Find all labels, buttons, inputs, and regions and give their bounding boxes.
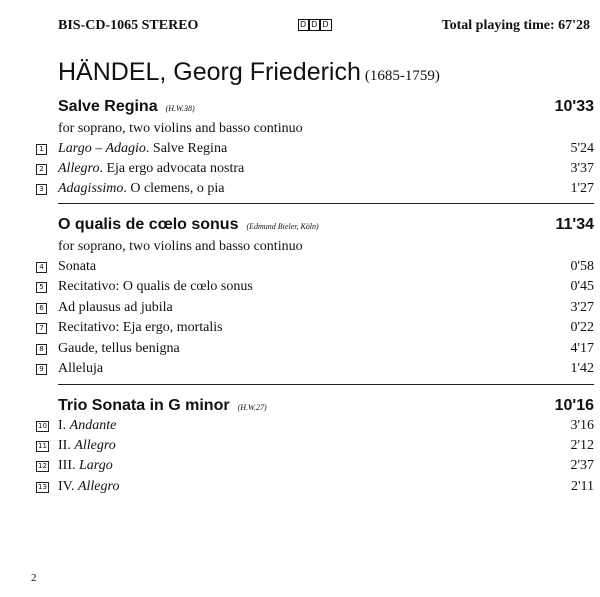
track-title: Alleluja (58, 361, 104, 376)
track-title-plain: . O clemens, o pia (123, 181, 225, 196)
track-number: 7 (36, 323, 47, 334)
track-row (0, 479, 600, 499)
track-duration: 1'42 (570, 361, 594, 376)
track-number: 3 (36, 184, 47, 195)
work-title-text: Salve Regina (58, 98, 158, 115)
track-title-italic: Andante (69, 418, 117, 433)
ddd-letter: D (300, 20, 308, 29)
track-duration: 1'27 (570, 181, 594, 196)
track-row (0, 279, 600, 299)
work-heading (58, 216, 594, 238)
track-title (58, 479, 119, 495)
track-title-italic: Largo – Adagio (58, 141, 146, 156)
track-title-plain: . Salve Regina (145, 141, 228, 156)
work-ref: (H.W.38) (165, 104, 195, 113)
track-title (58, 141, 227, 157)
work-title (58, 98, 195, 116)
track-number: 4 (36, 262, 47, 273)
track-number: 11 (36, 441, 49, 452)
track-duration: 2'11 (570, 479, 594, 494)
composer-name: HÄNDEL, Georg Friederich (58, 58, 361, 86)
catalogue-number: BIS-CD-1065 STEREO (58, 18, 199, 33)
track-title: Ad plausus ad jubila (58, 300, 173, 315)
track-title-italic: Allegro (74, 438, 116, 453)
track-duration: 2'12 (570, 438, 594, 453)
work-title-text: O qualis de cœlo sonus (58, 216, 239, 233)
track-row (0, 320, 600, 340)
track-title (58, 438, 116, 454)
ddd-code (298, 19, 332, 31)
track-duration: 3'37 (570, 161, 594, 176)
track-duration: 0'45 (570, 279, 594, 294)
track-title (58, 181, 224, 197)
total-playing-time: Total playing time: 67'28 (441, 18, 590, 33)
work-title (58, 216, 319, 234)
track-number: 10 (36, 421, 49, 432)
track-row (0, 418, 600, 438)
track-title-italic: Allegro (58, 161, 100, 176)
track-title: Gaude, tellus benigna (58, 341, 180, 356)
track-duration: 0'58 (570, 259, 594, 274)
work-duration: 10'16 (554, 397, 594, 414)
ddd-letter: D (311, 20, 319, 29)
track-title-prefix: IV. (58, 479, 78, 494)
track-row (0, 161, 600, 181)
track-row (0, 181, 600, 201)
track-number: 9 (36, 364, 47, 375)
track-row (0, 458, 600, 478)
track-title-prefix: II. (58, 438, 75, 453)
track-number: 8 (36, 344, 47, 355)
track-duration: 3'27 (570, 300, 594, 315)
track-duration: 5'24 (570, 141, 594, 156)
ddd-letter: D (322, 20, 330, 29)
track-title-italic: Largo (79, 458, 113, 473)
track-title-prefix: I. (58, 418, 70, 433)
header (58, 18, 590, 38)
instrumentation: for soprano, two violins and basso continuo (58, 239, 303, 254)
track-row (0, 300, 600, 320)
work-title (58, 397, 267, 415)
instrumentation: for soprano, two violins and basso continuo (58, 121, 303, 136)
divider (58, 203, 594, 204)
work-heading (58, 98, 594, 120)
track-title: Recitativo: Eja ergo, mortalis (58, 320, 223, 335)
track-title: Sonata (58, 259, 97, 274)
track-title (58, 458, 113, 474)
track-title-italic: Adagissimo (58, 181, 124, 196)
track-row (0, 259, 600, 279)
work-duration: 11'34 (555, 216, 594, 233)
work-heading (58, 397, 594, 419)
track-duration: 2'37 (570, 458, 594, 473)
divider (58, 384, 594, 385)
track-number: 2 (36, 164, 47, 175)
track-title (58, 161, 244, 177)
track-duration: 0'22 (570, 320, 594, 335)
track-number: 6 (36, 303, 47, 314)
track-row (0, 341, 600, 361)
track-title: Recitativo: O qualis de cœlo sonus (58, 279, 253, 294)
composer-heading (58, 58, 440, 87)
work-ref: (Edmund Bieler, Köln) (246, 222, 319, 231)
track-number: 12 (36, 461, 49, 472)
composer-dates: (1685-1759) (364, 68, 440, 84)
track-duration: 3'16 (570, 418, 594, 433)
track-title-prefix: III. (58, 458, 79, 473)
track-duration: 4'17 (570, 341, 594, 356)
track-title (58, 418, 116, 434)
track-row (0, 361, 600, 381)
track-number: 13 (36, 482, 49, 493)
track-row (0, 141, 600, 161)
work-title-text: Trio Sonata in G minor (58, 397, 230, 414)
work-ref: (H.W.27) (237, 403, 267, 412)
track-row (0, 438, 600, 458)
track-number: 5 (36, 282, 47, 293)
page-number: 2 (31, 572, 37, 584)
track-title-plain: . Eja ergo advocata nostra (99, 161, 245, 176)
track-title-italic: Allegro (77, 479, 120, 494)
track-number: 1 (36, 144, 47, 155)
work-duration: 10'33 (554, 98, 594, 115)
